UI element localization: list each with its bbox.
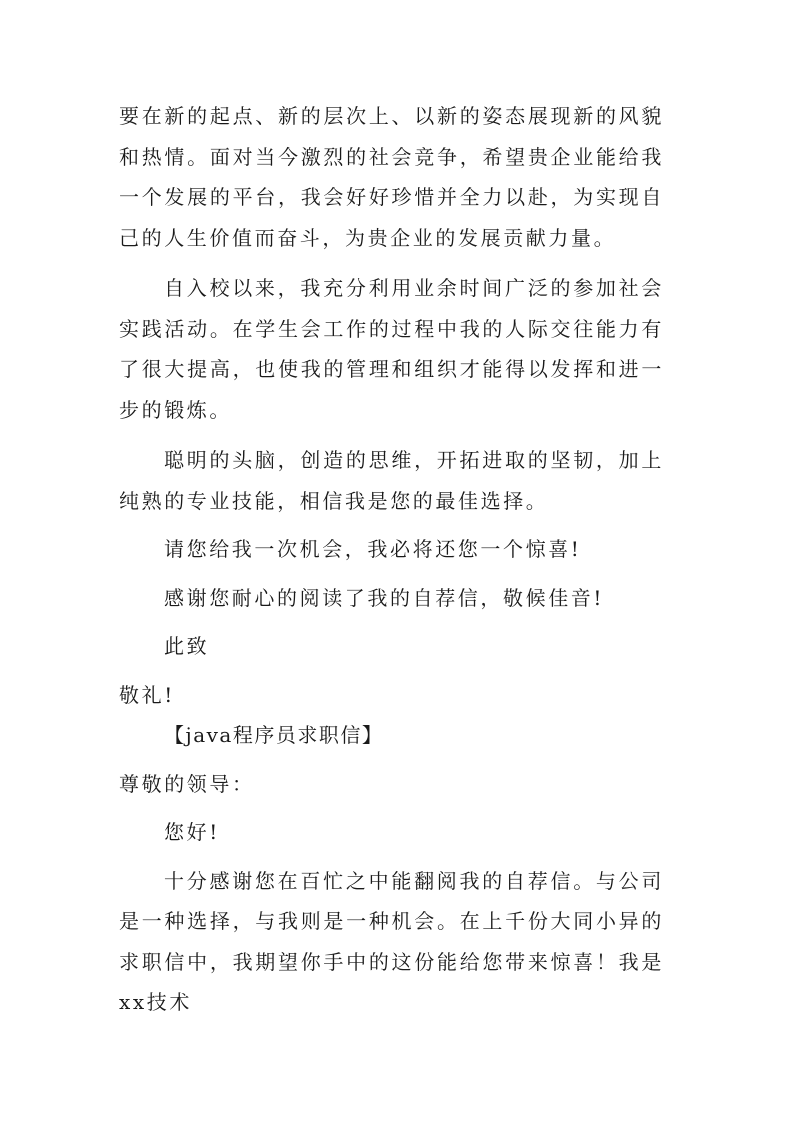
closing-line-2: 敬礼! (119, 682, 175, 707)
section-title: 【java程序员求职信】 (164, 723, 384, 747)
paragraph-request: 请您给我一次机会，我必将还您一个惊喜! (164, 537, 582, 561)
closing-line-1: 此致 (164, 634, 210, 658)
paragraph-introduction: 十分感谢您在百忙之中能翻阅我的自荐信。与公司是一种选择，与我则是一种机会。在上千份大同小异的求职信中，我期望你手中的这份能给您带来惊喜！我是xx技术 (119, 868, 664, 1014)
paragraph-skills: 聪明的头脑，创造的思维，开拓进取的坚韧，加上纯熟的专业技能，相信我是您的最佳选择。 (119, 448, 664, 513)
paragraph-campus-activities: 自入校以来，我充分利用业余时间广泛的参加社会实践活动。在学生会工作的过程中我的人际交往能力有了很大提高，也使我的管理和组织才能得以发挥和进一步的锻炼。 (119, 276, 664, 422)
paragraph-thanks: 感谢您耐心的阅读了我的自荐信，敬候佳音! (164, 585, 605, 610)
document-page (119, 96, 664, 1023)
greeting: 您好! (164, 820, 220, 844)
paragraph-enthusiasm: 要在新的起点、新的层次上、以新的姿态展现新的风貌和热情。面对当今激烈的社会竞争，希望贵企业能给我一个发展的平台，我会好好珍惜并全力以赴，为实现自己的人生价值而奋斗，为贵企业的发展贡献力量。 (119, 104, 664, 250)
salutation: 尊敬的领导： (119, 771, 255, 796)
